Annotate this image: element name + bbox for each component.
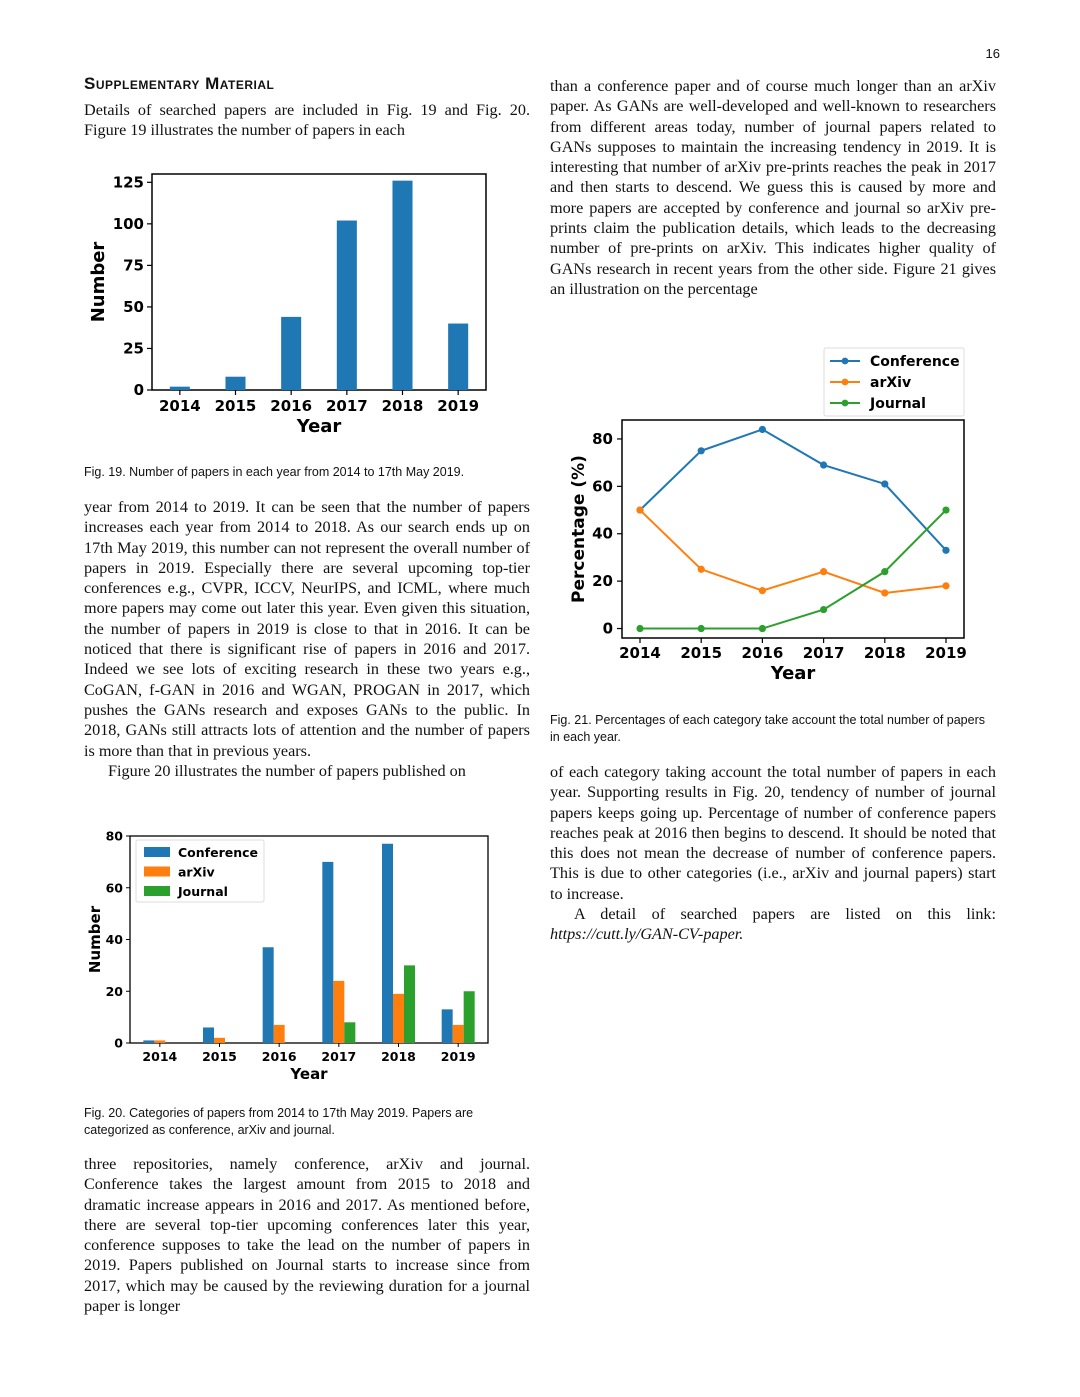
series-line-conference: [640, 429, 946, 550]
x-axis-label: Year: [296, 416, 342, 437]
y-tick-label: 0: [133, 381, 144, 399]
point-arxiv: [942, 582, 949, 589]
figure-19-bar-chart: [84, 160, 534, 445]
y-tick-label: 25: [123, 339, 144, 358]
x-axis-label: Year: [770, 663, 816, 684]
x-tick-label: 2017: [321, 1049, 357, 1064]
legend-swatch-arxiv: [144, 867, 170, 877]
paragraph-right-top: than a conference paper and of course much longer than an arXiv paper. As GANs are well-developed and well-known to researchers from different areas today, number of journal papers related to GANs supposes to maintain the increasing tendency in 2019. It is interesting that number of arXiv pre-prints reaches the peak in 2017 and then starts to descend. We guess this is caused by more and more papers are accepted by conference and journal so arXiv pre-prints claim the publication details, which leads to the decreasing number of pre-prints on arXiv. This indicates higher quality of GANs research in recent years from the other side. Figure 21 gives an illustration on the percentage: [550, 77, 996, 298]
intro-paragraph-block: [84, 100, 530, 141]
body-left-block: [84, 497, 530, 781]
legend-label-arxiv: arXiv: [178, 864, 215, 880]
point-conference: [759, 426, 766, 433]
legend-label-arxiv: arXiv: [870, 375, 912, 391]
y-tick-label: 50: [123, 297, 144, 316]
body-left-bottom-block: [84, 1154, 530, 1316]
paragraph-fig21-discussion: of each category taking account the total number of papers in each year. Supporting results in Fig. 20, tendency of number of journal papers keeps going up. Percentage of number of conference papers reaches peak at 2016 then begins to descend. It should be noted that this does not mean the decrease of number of conference papers. This is due to other categories (i.e., arXiv and journal papers) start to increase.: [550, 763, 996, 903]
bar-conference: [442, 1009, 453, 1043]
bar: [225, 377, 245, 390]
figure-19-caption: Fig. 19. Number of papers in each year from 2014 to 17th May 2019.: [84, 465, 465, 479]
paragraph-fig20-intro: Figure 20 illustrates the number of papers published on: [108, 761, 466, 780]
y-tick-label: 60: [105, 880, 123, 896]
bar-arxiv: [333, 981, 344, 1043]
x-tick-label: 2015: [680, 644, 723, 662]
legend-marker-journal: [842, 400, 849, 407]
series-line-arxiv: [640, 510, 946, 593]
y-axis-label: Number: [88, 241, 109, 323]
plot-frame: [622, 420, 964, 638]
bar: [281, 317, 301, 390]
point-journal: [881, 568, 888, 575]
legend-label-conference: Conference: [178, 845, 259, 860]
point-journal: [820, 606, 827, 613]
x-tick-label: 2014: [158, 397, 201, 415]
point-arxiv: [881, 589, 888, 596]
section-heading: Supplementary Material: [84, 74, 275, 93]
x-tick-label: 2014: [619, 644, 661, 662]
y-tick-label: 100: [112, 214, 144, 233]
y-tick-label: 0: [114, 1035, 123, 1051]
body-right-bottom-block: [550, 762, 996, 945]
intro-paragraph: Details of searched papers are included in Fig. 19 and Fig. 20. Figure 19 illustrates the number of papers in each: [84, 101, 530, 140]
paragraph-link: [550, 904, 996, 945]
y-tick-label: 75: [123, 256, 144, 275]
x-tick-label: 2019: [440, 1049, 476, 1064]
bar-arxiv: [393, 994, 404, 1043]
bar-arxiv: [214, 1038, 225, 1043]
y-tick-label: 125: [112, 173, 144, 192]
y-tick-label: 0: [602, 619, 613, 638]
x-tick-label: 2017: [325, 397, 368, 415]
y-tick-label: 40: [592, 524, 613, 543]
figure-20-grouped-bar-chart: [84, 820, 534, 1085]
page-number: 16: [985, 46, 1000, 61]
legend-label-journal: Journal: [178, 884, 228, 899]
x-axis-label: Year: [290, 1065, 328, 1083]
y-tick-label: 80: [592, 429, 613, 448]
bar-journal: [464, 991, 475, 1043]
plot-frame: [152, 174, 486, 390]
link-sentence: A detail of searched papers are listed on this link:: [574, 905, 996, 924]
point-arxiv: [636, 506, 643, 513]
bar-journal: [344, 1022, 355, 1043]
bar-journal: [404, 965, 415, 1043]
x-tick-label: 2014: [142, 1049, 178, 1064]
legend-swatch-conference: [144, 847, 170, 857]
paragraph-fig19-discussion: year from 2014 to 2019. It can be seen that the number of papers increases each year from 2014 to 2018. As our search ends up on 17th May 2019, this number can not represent the overall number of papers in 2019. Especially there are several upcoming top-tier conferences e.g., CVPR, ICCV, NeurIPS, and ICML, where much more papers may come out later this year. Even given this situation, the number of papers in 2019 is close to that in 2016. It can be noticed that there is significant rise of papers in 2016 and 2017. Indeed we see lots of exciting research in these two years e.g., CoGAN, f-GAN in 2016 and WGAN, PROGAN in 2017, which pushes the GANs research and exposes GANs to the public. In 2018, GANs still attracts lots of attention and the number of papers is more than that in previous years.: [84, 498, 530, 760]
bar-arxiv: [453, 1025, 464, 1043]
point-conference: [881, 480, 888, 487]
point-journal: [759, 625, 766, 632]
point-conference: [942, 547, 949, 554]
bar: [170, 387, 190, 390]
bar-arxiv: [154, 1040, 165, 1043]
legend-label-journal: Journal: [870, 396, 926, 412]
y-axis-label: Percentage (%): [569, 455, 589, 603]
bar: [448, 324, 468, 390]
y-tick-label: 20: [105, 983, 123, 999]
figure-21-line-chart: [560, 340, 996, 690]
figure-21-caption: Fig. 21. Percentages of each category take account the total number of papers in each year.: [550, 713, 985, 744]
point-arxiv: [820, 568, 827, 575]
bar-arxiv: [274, 1025, 285, 1043]
y-tick-label: 60: [592, 477, 613, 496]
x-tick-label: 2018: [863, 644, 906, 662]
x-tick-label: 2019: [437, 397, 480, 415]
bar-conference: [203, 1027, 214, 1043]
x-tick-label: 2016: [261, 1049, 297, 1064]
paper-list-link[interactable]: https://cutt.ly/GAN-CV-paper.: [550, 925, 744, 944]
bar-conference: [143, 1040, 154, 1043]
bar-conference: [322, 862, 333, 1043]
y-axis-label: Number: [86, 905, 104, 974]
legend-marker-conference: [842, 358, 849, 365]
point-journal: [636, 625, 643, 632]
series-line-journal: [640, 510, 946, 628]
x-tick-label: 2017: [802, 644, 845, 662]
x-tick-label: 2018: [381, 1049, 416, 1064]
point-journal: [942, 506, 949, 513]
legend-label-conference: Conference: [870, 354, 960, 370]
y-tick-label: 20: [592, 572, 613, 591]
x-tick-label: 2015: [202, 1049, 237, 1064]
bar: [337, 221, 357, 390]
figure-20-caption: Fig. 20. Categories of papers from 2014 to 17th May 2019. Papers are categorized as conference, arXiv and journal.: [84, 1106, 474, 1137]
point-conference: [820, 461, 827, 468]
point-arxiv: [759, 587, 766, 594]
point-conference: [698, 447, 705, 454]
x-tick-label: 2016: [741, 644, 784, 662]
bar-conference: [382, 844, 393, 1043]
point-journal: [698, 625, 705, 632]
bar: [392, 181, 412, 390]
bar-conference: [263, 947, 274, 1043]
paragraph-fig20-discussion: three repositories, namely conference, arXiv and journal. Conference takes the largest amount from 2015 to 2018 and dramatic increase appears in 2016 and 2017. As mentioned before, there are several top-tier upcoming conferences later this year, conference supposes to take the lead on the number of papers in 2019. Papers published on Journal starts to increase since from 2017, which may be caused by the reviewing duration for a journal paper is longer: [84, 1155, 530, 1316]
x-tick-label: 2015: [214, 397, 257, 415]
x-tick-label: 2018: [381, 397, 424, 415]
body-right-top-block: [550, 76, 996, 299]
point-arxiv: [698, 566, 705, 573]
y-tick-label: 80: [105, 828, 123, 844]
x-tick-label: 2016: [270, 397, 313, 415]
legend-marker-arxiv: [842, 379, 849, 386]
y-tick-label: 40: [105, 932, 123, 947]
legend-swatch-journal: [144, 886, 170, 896]
x-tick-label: 2019: [925, 644, 967, 662]
